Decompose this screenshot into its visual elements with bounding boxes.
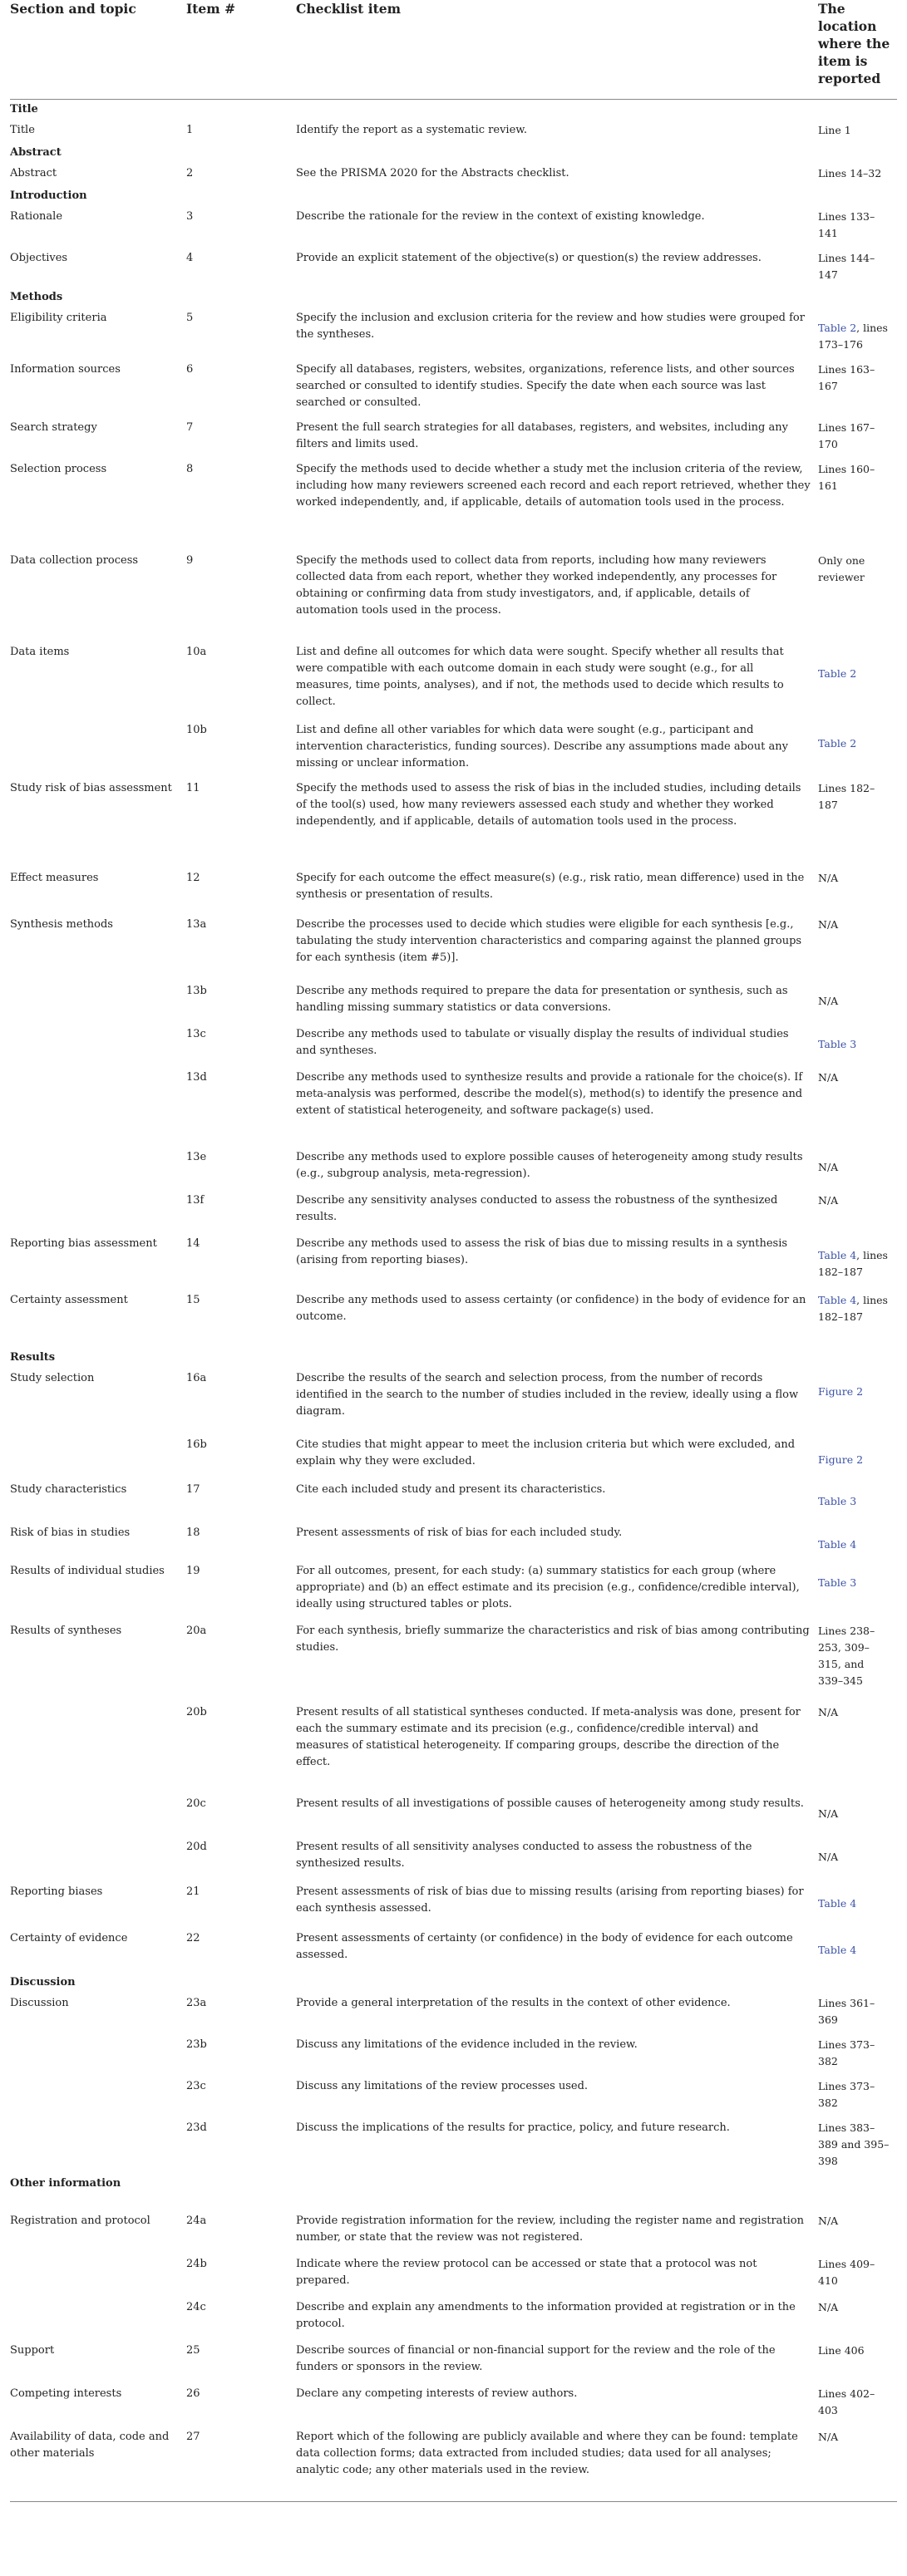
location-cell [818,1433,897,1477]
location-cell [818,204,897,246]
checklist-row [10,2338,897,2382]
checklist-text-cell: Describe sources of financial or non-financial support for the review and the role of the funders or sponsors in the review. [296,2344,776,2373]
checklist-text-cell: See the PRISMA 2020 for the Abstracts checklist. [296,167,569,179]
location-text: N/A [818,2431,839,2443]
checklist-row [10,2382,897,2425]
checklist-row [10,1619,897,1700]
checklist-row [10,457,897,548]
location-text: Line 1 [818,124,851,136]
topic-cell [10,1792,186,1835]
location-cell [818,1991,897,2033]
item-number-cell: 23d [186,2121,207,2134]
checklist-text-cell: Provide registration information for the review, including the register name and registration number, or state that the review was not registered. [296,2215,805,2244]
topic-cell [10,1835,186,1880]
topic-cell: Selection process [10,463,107,475]
checklist-row [10,161,897,186]
checklist-row [10,306,897,357]
checklist-row [10,1926,897,1973]
cross-reference-link[interactable]: Table 4 [818,1538,857,1551]
location-text: Lines 167–170 [818,421,875,450]
location-text: Lines 14–32 [818,167,882,179]
checklist-text-cell: Describe any methods used to explore possible causes of heterogeneity among study results (e.g., subgroup analysis, meta-regression). [296,1151,803,1180]
item-number-cell: 10a [186,646,207,658]
item-number-cell: 5 [186,312,194,324]
checklist-row [10,204,897,246]
item-number-cell: 23c [186,2080,206,2092]
section-heading: Results [10,1351,56,1364]
topic-cell: Data collection process [10,554,139,567]
topic-cell: Certainty of evidence [10,1932,128,1944]
location-text: Lines 373–382 [818,2080,875,2109]
location-cell [818,306,897,357]
topic-cell [10,1145,186,1188]
checklist-text-cell: For each synthesis, briefly summarize the characteristics and risk of bias among contributing studies. [296,1625,810,1654]
item-number-cell: 13a [186,918,207,931]
item-number-cell: 11 [186,782,200,794]
topic-cell: Results of syntheses [10,1625,122,1637]
checklist-text-cell: List and define all outcomes for which data were sought. Specify whether all results that were compatible with each outcome domain in each study were sought (e.g., for all measures, time points, analyses), and if not, the methods used to decide which results to collect. [296,646,784,708]
item-number-cell: 26 [186,2387,200,2400]
checklist-row [10,1521,897,1559]
cross-reference-link[interactable]: Figure 2 [818,1385,864,1398]
checklist-row [10,1188,897,1231]
checklist-text-cell: Describe any methods used to assess the risk of bias due to missing results in a synthesis (arising from reporting biases). [296,1237,788,1266]
topic-cell [10,1022,186,1065]
cross-reference-link[interactable]: Figure 2 [818,1453,864,1466]
item-number-cell: 13c [186,1028,206,1040]
item-number-cell: 27 [186,2425,296,2501]
location-cell [818,2116,897,2174]
item-number-cell: 14 [186,1237,200,1250]
checklist-text-cell: Specify the methods used to collect data from reports, including how many reviewers collected data from each report, whether they worked independently, any processes for obtaining or confirming data from study investigators, and, if applicable, details of automation tools used in the process. [296,554,777,617]
location-cell [818,161,897,186]
checklist-row [10,2033,897,2074]
checklist-row [10,1231,897,1288]
section-heading: Other information [10,2177,121,2190]
topic-cell [10,2252,186,2295]
checklist-text-cell: Describe any methods used to synthesize results and provide a rationale for the choice(s). If meta-analysis was performed, describe the model(s), method(s) to identify the presence and extent of statistical heterogeneity, and software package(s) used. [296,1071,803,1117]
cross-reference-link[interactable]: Table 2 [818,322,857,334]
checklist-row [10,2252,897,2295]
cross-reference-link[interactable]: Table 4 [818,1249,857,1261]
checklist-row [10,415,897,457]
topic-cell [10,2033,186,2074]
item-number-cell: 13f [186,1194,205,1207]
cross-reference-link[interactable]: Table 3 [818,1038,857,1050]
item-number-cell: 21 [186,1885,200,1898]
location-cell [818,118,897,143]
item-number-cell: 2 [186,167,194,179]
topic-cell: Certainty assessment [10,1294,128,1306]
item-number-cell: 13d [186,1071,207,1084]
checklist-text-cell: Specify the methods used to decide whether a study met the inclusion criteria of the review, including how many reviewers screened each record and each report retrieved, whether they worked independently, and, if applicable, details of automation tools used in the process. [296,463,811,509]
checklist-text-cell: Provide an explicit statement of the objective(s) or question(s) the review addresses. [296,252,762,264]
location-cell [818,1835,897,1880]
location-cell [818,979,897,1022]
location-cell [818,1521,897,1559]
location-text: Lines 402–403 [818,2387,875,2416]
location-text: Lines 383–389 and 395–398 [818,2121,890,2167]
topic-cell [10,979,186,1022]
location-cell [818,2295,897,2338]
location-text: N/A [818,1194,839,1207]
location-cell [818,2033,897,2074]
checklist-text-cell: Describe and explain any amendments to the information provided at registration or in the protocol. [296,2301,796,2330]
section-heading-row [10,2174,897,2209]
checklist-text-cell: Present results of all statistical syntheses conducted. If meta-analysis was done, present for each the summary estimate and its precision (e.g., confidence/credible interval) and measures of statistical heterogeneity. If comparing groups, describe the direction of the effect. [296,1706,801,1768]
cross-reference-link[interactable]: Table 2 [818,667,857,680]
checklist-row [10,1433,897,1477]
cross-reference-link[interactable]: Table 4 [818,1897,857,1910]
checklist-row [10,2425,897,2501]
checklist-row [10,979,897,1022]
checklist-row [10,1835,897,1880]
checklist-text-cell: Describe the results of the search and selection process, from the number of records identified in the search to the number of studies included in the review, ideally using a flow diagram. [296,1372,799,1418]
location-text: , lines 173–176 [818,322,888,351]
cross-reference-link[interactable]: Table 4 [818,1294,857,1306]
item-number-cell: 25 [186,2344,200,2357]
location-cell [818,415,897,457]
checklist-row [10,1288,897,1348]
location-cell [818,1022,897,1065]
item-number-cell: 10b [186,724,207,736]
item-number-cell: 12 [186,872,200,884]
checklist-text-cell: Present assessments of risk of bias due to missing results (arising from reporting biases) for each synthesis assessed. [296,1885,804,1915]
item-number-cell: 16a [186,1372,207,1384]
checklist-text-cell: Specify the inclusion and exclusion criteria for the review and how studies were grouped for the syntheses. [296,312,805,341]
section-heading-row [10,186,897,204]
item-number-cell: 13e [186,1151,207,1163]
item-number-cell: 20d [186,1841,207,1853]
checklist-text-cell: Discuss any limitations of the evidence included in the review. [296,2038,638,2051]
checklist-row [10,246,897,288]
checklist-row [10,866,897,912]
location-text: Lines 409–410 [818,2258,875,2287]
header-item-number: Item # [186,0,296,100]
location-cell [818,718,897,776]
item-number-cell: 3 [186,210,194,223]
topic-cell: Rationale [10,210,63,223]
prisma-checklist-table [10,0,897,2502]
checklist-text-cell: Provide a general interpretation of the results in the context of other evidence. [296,1997,731,2009]
topic-cell: Study risk of bias assessment [10,782,172,794]
location-text: Lines 182–187 [818,782,875,811]
topic-cell [10,1433,186,1477]
location-cell [818,548,897,640]
checklist-text-cell: Report which of the following are publicly available and where they can be found: template data collection forms; data extracted from included studies; data used for all analyses; analytic code; any other materials used in the review. [296,2425,818,2501]
location-cell [818,912,897,979]
item-number-cell: 19 [186,1565,200,1577]
cross-reference-link[interactable]: Table 2 [818,737,857,750]
checklist-text-cell: Specify the methods used to assess the risk of bias in the included studies, including details of the tool(s) used, how many reviewers assessed each study and whether they worked independently, and if applicable, details of automation tools used in the process. [296,782,801,828]
checklist-text-cell: Present the full search strategies for all databases, registers, and websites, including any filters and limits used. [296,421,788,450]
checklist-text-cell: Discuss the implications of the results for practice, policy, and future research. [296,2121,730,2134]
item-number-cell: 1 [186,124,194,136]
topic-cell: Study characteristics [10,1483,127,1496]
section-heading-row [10,143,897,161]
location-text: Line 406 [818,2344,865,2357]
checklist-text-cell: Cite studies that might appear to meet the inclusion criteria but which were excluded, and explain why they were excluded. [296,1438,796,1467]
section-heading-row [10,1973,897,1991]
location-cell [818,1792,897,1835]
section-heading: Methods [10,291,63,303]
topic-cell: Search strategy [10,421,97,434]
location-text: Lines 144–147 [818,252,875,281]
checklist-text-cell: For all outcomes, present, for each study: (a) summary statistics for each group (where appropriate) and (b) an effect estimate and its precision (e.g., confidence/credible interval), ideally using structured tables or plots. [296,1565,800,1610]
location-cell [818,357,897,415]
section-heading: Title [10,103,38,116]
checklist-row [10,118,897,143]
item-number-cell: 17 [186,1483,200,1496]
location-text: Only one reviewer [818,554,865,583]
location-cell [818,457,897,548]
checklist-row [10,1880,897,1926]
header-checklist-item: Checklist item [296,0,818,100]
checklist-text-cell: Describe the rationale for the review in the context of existing knowledge. [296,210,705,223]
location-text: N/A [818,1071,839,1084]
location-cell [818,1619,897,1700]
item-number-cell: 24a [186,2215,207,2227]
topic-cell: Support [10,2344,55,2357]
header-section-topic: Section and topic [10,0,186,100]
item-number-cell: 22 [186,1932,200,1944]
checklist-text-cell: Present results of all investigations of possible causes of heterogeneity among study results. [296,1797,804,1810]
item-number-cell: 24b [186,2258,207,2270]
section-heading-row [10,1348,897,1366]
topic-cell [10,1188,186,1231]
topic-cell: Availability of data, code and other materials [10,2425,186,2501]
checklist-text-cell: Declare any competing interests of review authors. [296,2387,578,2400]
checklist-text-cell: Describe the processes used to decide which studies were eligible for each synthesis [e.g., tabulating the study intervention characteristics and comparing against the planned groups for each synthesis (item #5)]. [296,918,802,964]
checklist-row [10,1559,897,1619]
section-heading: Abstract [10,146,62,159]
item-number-cell: 4 [186,252,194,264]
location-cell [818,2074,897,2116]
section-heading: Introduction [10,189,87,202]
location-cell [818,1145,897,1188]
location-cell [818,776,897,866]
location-text: Lines 373–382 [818,2038,875,2067]
location-text: Lines 163–167 [818,363,875,392]
item-number-cell: 6 [186,363,194,376]
item-number-cell: 7 [186,421,194,434]
table-header-row [10,0,897,100]
location-text: Lines 361–369 [818,1997,875,2026]
location-text: , lines 182–187 [818,1294,888,1323]
cross-reference-link[interactable]: Table 3 [818,1576,857,1589]
checklist-text-cell: Discuss any limitations of the review processes used. [296,2080,589,2092]
checklist-text-cell: Specify all databases, registers, websites, organizations, reference lists, and other sources searched or consulted to identify studies. Specify the date when each source was last searched or consulted. [296,363,795,409]
checklist-row [10,2209,897,2252]
location-text: N/A [818,1706,839,1718]
location-text: N/A [818,2301,839,2313]
cross-reference-link[interactable]: Table 3 [818,1495,857,1507]
item-number-cell: 23b [186,2038,207,2051]
checklist-text-cell: Present results of all sensitivity analyses conducted to assess the robustness of the synthesized results. [296,1841,752,1870]
topic-cell: Abstract [10,167,57,179]
checklist-row [10,1366,897,1433]
checklist-row [10,912,897,979]
item-number-cell: 24c [186,2301,206,2313]
checklist-text-cell: Present assessments of risk of bias for each included study. [296,1526,623,1539]
topic-cell: Synthesis methods [10,918,113,931]
location-cell [818,866,897,912]
location-cell [818,2209,897,2252]
section-heading-row [10,100,897,119]
checklist-text-cell: Describe any methods required to prepare the data for presentation or synthesis, such as handling missing summary statistics or data conversions. [296,985,788,1014]
checklist-row [10,1145,897,1188]
topic-cell: Objectives [10,252,68,264]
topic-cell: Risk of bias in studies [10,1526,131,1539]
location-text: N/A [818,1161,839,1173]
checklist-row [10,1991,897,2033]
location-cell [818,1477,897,1521]
item-number-cell: 20c [186,1797,206,1810]
checklist-text-cell: Describe any methods used to tabulate or visually display the results of individual studies and syntheses. [296,1028,789,1057]
topic-cell [10,718,186,776]
location-cell [818,2382,897,2425]
checklist-row [10,357,897,415]
item-number-cell: 15 [186,1294,200,1306]
location-cell [818,1926,897,1973]
item-number-cell: 23a [186,1997,207,2009]
location-cell [818,1231,897,1288]
location-text: Lines 160–161 [818,463,875,492]
item-number-cell: 13b [186,985,207,997]
topic-cell: Reporting bias assessment [10,1237,157,1250]
checklist-row [10,1477,897,1521]
topic-cell [10,1065,186,1145]
location-text: N/A [818,872,839,884]
topic-cell: Title [10,124,35,136]
topic-cell: Competing interests [10,2387,122,2400]
location-cell [818,1880,897,1926]
topic-cell: Registration and protocol [10,2215,150,2227]
checklist-text-cell: Identify the report as a systematic review. [296,124,527,136]
checklist-text-cell: Describe any sensitivity analyses conducted to assess the robustness of the synthesized results. [296,1194,778,1223]
checklist-row [10,2074,897,2116]
item-number-cell: 9 [186,554,194,567]
item-number-cell: 16b [186,1438,207,1451]
location-cell [818,640,897,718]
item-number-cell: 8 [186,463,194,475]
location-text: , lines 182–187 [818,1249,888,1278]
checklist-row [10,718,897,776]
topic-cell: Reporting biases [10,1885,103,1898]
checklist-text-cell: Specify for each outcome the effect measure(s) (e.g., risk ratio, mean difference) used in the synthesis or presentation of results. [296,872,805,901]
topic-cell: Eligibility criteria [10,312,107,324]
checklist-row [10,1065,897,1145]
location-text: Lines 238–253, 309–315, and 339–345 [818,1625,875,1687]
location-cell [818,246,897,288]
item-number-cell: 20a [186,1625,207,1637]
checklist-row [10,1792,897,1835]
topic-cell: Data items [10,646,70,658]
checklist-row [10,2116,897,2174]
location-cell [818,2338,897,2382]
topic-cell: Study selection [10,1372,95,1384]
location-cell [818,1366,897,1433]
item-number-cell: 18 [186,1526,200,1539]
topic-cell [10,2295,186,2338]
checklist-text-cell: Describe any methods used to assess certainty (or confidence) in the body of evidence for an outcome. [296,1294,806,1323]
cross-reference-link[interactable]: Table 4 [818,1944,857,1956]
checklist-row [10,776,897,866]
checklist-row [10,640,897,718]
location-text: N/A [818,995,839,1007]
topic-cell: Information sources [10,363,121,376]
location-text: N/A [818,2215,839,2227]
location-cell [818,1288,897,1348]
topic-cell [10,2074,186,2116]
topic-cell [10,1700,186,1792]
checklist-text-cell: Indicate where the review protocol can be accessed or state that a protocol was not prepared. [296,2258,757,2287]
location-cell [818,1188,897,1231]
location-cell [818,1700,897,1792]
checklist-row [10,548,897,640]
section-heading-row [10,288,897,306]
checklist-text-cell: Present assessments of certainty (or confidence) in the body of evidence for each outcome assessed. [296,1932,793,1961]
topic-cell: Discussion [10,1997,69,2009]
table-body [10,100,897,2502]
location-cell [818,2252,897,2295]
location-cell [818,2425,897,2501]
topic-cell [10,2116,186,2174]
location-text: N/A [818,918,839,931]
checklist-row [10,1700,897,1792]
section-heading: Discussion [10,1976,76,1989]
header-location: The location where the item is reported [818,0,897,100]
topic-cell: Results of individual studies [10,1565,165,1577]
checklist-text-cell: Cite each included study and present its characteristics. [296,1483,606,1496]
checklist-row [10,2295,897,2338]
location-text: Lines 133–141 [818,210,875,239]
topic-cell: Effect measures [10,872,99,884]
checklist-text-cell: List and define all other variables for which data were sought (e.g., participant and intervention characteristics, funding sources). Describe any assumptions made about any missing or unclear information. [296,724,788,769]
location-cell [818,1559,897,1619]
item-number-cell: 20b [186,1706,207,1718]
location-text: N/A [818,1851,839,1863]
location-text: N/A [818,1807,839,1820]
location-cell [818,1065,897,1145]
checklist-row [10,1022,897,1065]
